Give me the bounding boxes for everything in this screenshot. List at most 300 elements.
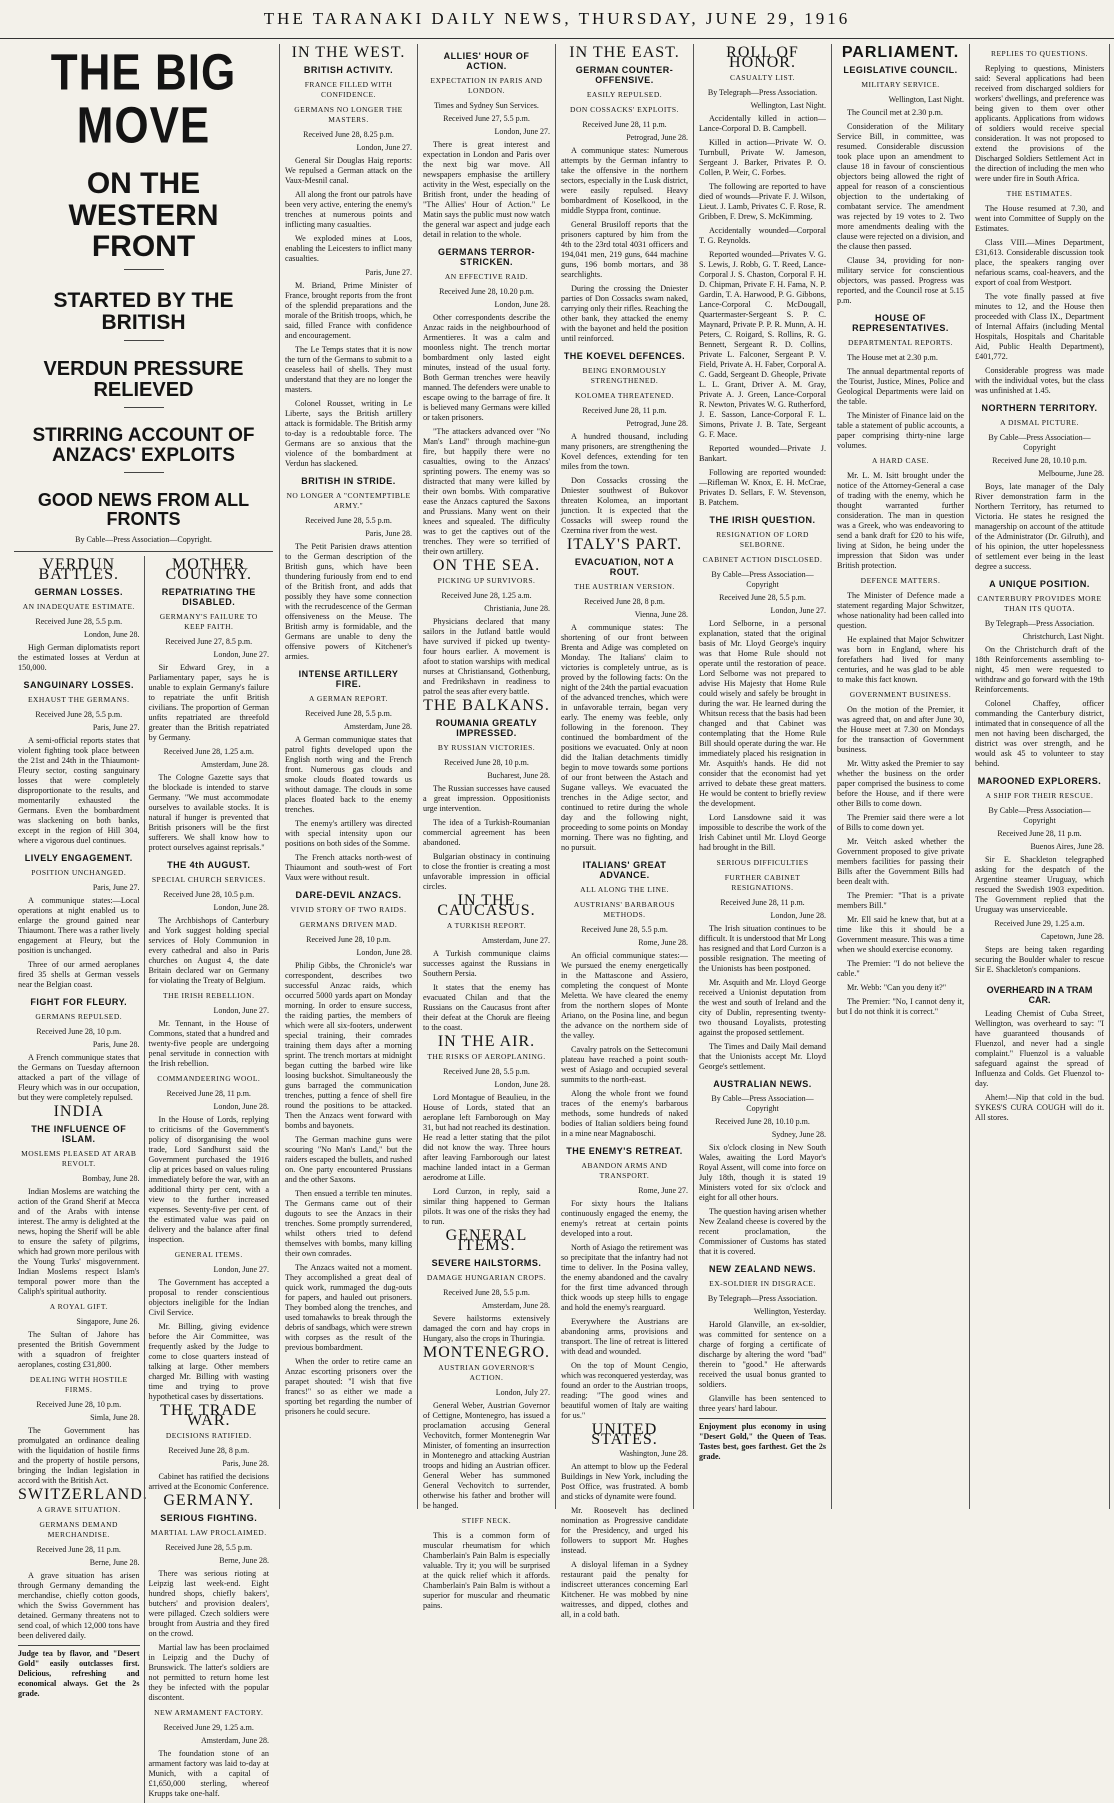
story-heading: GERMAN LOSSES. [34, 586, 123, 597]
paragraph: North of Asiago the retirement was so precipitate that the infantry had not time to deliver. In the Posina valley, the enemy abandoned and the cavalry for the first time advanced through thick woods up steep hills to engage and hold the enemy's rearguard. [561, 1243, 688, 1312]
paragraph: The Le Temps states that it is now the turn of the Germans to submit to a ceaseless hail of shells. They must understand that they are no longer the masters. [285, 345, 412, 394]
story-subheading: FURTHER CABINET RESIGNATIONS. [724, 873, 801, 892]
paragraph: Mr. Witty asked the Premier to say whether the business on the order paper comprised the business to come before the House, and if there were other Bills to come down. [837, 759, 964, 808]
paragraph: M. Briand, Prime Minister of France, brought reports from the front of the splendid preparations and the morale of the British troops, which, he said, filled France with confidence and encouragement. [285, 281, 412, 340]
dateline: Paris, June 28. [222, 1458, 269, 1468]
dateline: London, June 28. [494, 1080, 550, 1089]
story-heading: ALLIES' HOUR OF ACTION. [443, 51, 530, 71]
dateline: London, June 28. [213, 1101, 269, 1111]
paragraph: A semi-official reports states that violent fighting took place between the 21st and 24th in the Thiaumont-Fleury sector, costing sanguinary losses that were completely disproportionate to the results, and momentarily exhausted the Germans. Even the bombardment was slackening on both banks, except in the region of Hill 304, where a vigorous duel continues. [18, 735, 140, 845]
section-title: UNITED STATES. [591, 1421, 658, 1448]
story-subheading: DEPARTMENTAL REPORTS. [847, 338, 954, 347]
dateline: Bucharest, June 28. [487, 771, 550, 780]
paragraph: The Government has promulgated an ordinance dealing with the liquidation of hostile firms and the property of hostile persons, bringing the Indian legislation in accord with the British Act. [18, 1425, 140, 1485]
advertisement-heading: OVERHEARD IN A TRAM CAR. [986, 985, 1093, 1005]
story-heading: DARE-DEVIL ANZACS. [295, 890, 402, 900]
paragraph: On the motion of the Premier, it was agreed that, on and after June 30, the House meet at 7.30 on Mondays for the transaction of Government business. [837, 705, 964, 754]
story-subheading: THE IRISH REBELLION. [163, 990, 255, 1000]
paragraph: Indian Moslems are watching the action of the Grand Sherif at Mecca and of the Arabs with intense interest. The army is delighted at the news, hoping the Sherif will be able to ensure the safety of pilgrims, which had grown more perilous with the Young Turks' misgovernment. Indian Moslems respect Islam's temporal power more than the Caliph's spiritual authority. [18, 1186, 140, 1296]
story-subheading: GENERAL ITEMS. [174, 1249, 243, 1259]
dateline: Wellington, Last Night. [750, 101, 826, 110]
paragraph: Then ensued a terrible ten minutes. The Germans came out of their dugouts to see the Anzacs in their trenches. Some promptly surrendered, whilst others tried to defend themselves with bombs, many killing their own comrades. [285, 1189, 412, 1258]
story-subheading: THE RISKS OF AEROPLANING. [427, 1052, 546, 1061]
column-roll-of-honor [694, 44, 832, 1509]
story-subheading: GOVERNMENT BUSINESS. [849, 690, 952, 699]
dateline: Received June 28, 8 p.m. [168, 1445, 250, 1455]
dateline: By Cable—Press Association—Copyright [711, 1094, 814, 1113]
story-subheading: THE ESTIMATES. [1006, 189, 1073, 198]
paragraph: The Anzacs waited not a moment. They accomplished a great deal of quick work, rummaged the dug-outs for papers, and hauled out prisoners. They bombed along the trenches, and used tomahawks to break through the debris of sandbags, which were strewn with corpses as the result of the previous bombardment. [285, 1263, 412, 1352]
section-title: GENERAL ITEMS. [445, 1227, 528, 1254]
story-subheading: A GRAVE SITUATION. [36, 1504, 121, 1514]
story-subheading: DEALING WITH HOSTILE FIRMS. [29, 1374, 128, 1394]
story-subheading: DON COSSACKS' EXPLOITS. [570, 105, 679, 114]
story-subheading: BY RUSSIAN VICTORIES. [437, 743, 536, 752]
story-subheading: NO LONGER A "CONTEMPTIBLE ARMY." [286, 491, 411, 510]
section-title: GERMANY. [163, 1491, 255, 1509]
dateline: Amsterdam, June 28. [482, 1301, 550, 1310]
paragraph: A grave situation has arisen through Germany demanding the merchandise, chiefly cotton goods, which the Swiss Government has detained. Germany threatens not to send coal, of which 12,000 tons have been delivered daily. [18, 1570, 140, 1640]
paragraph: Accidentally killed in action—Lance-Corporal D. B. Campbell. [699, 114, 826, 133]
divider [124, 269, 164, 270]
paragraph: A German communique states that patrol fights developed upon the English north wing and the French front. Numerous gas clouds and smoke clouds floated towards us without damage. The clouds in some places floated back to the enemy trenches. [285, 735, 412, 814]
headline-started-british: STARTED BY THE BRITISH [53, 288, 234, 334]
dateline: By Telegraph—Press Association. [707, 88, 818, 97]
story-heading: REPATRIATING THE DISABLED. [161, 586, 256, 607]
paragraph: An official communique states:—We pursued the enemy energetically in the Mattascone and Assiero, completing the conquest of Monte Meletta. We have cleared the enemy from the northern slopes of Monte Ariano, on the Posina line, and begun the advance on the northern side of the valley. [561, 951, 688, 1040]
story-heading: SEVERE HAILSTORMS. [431, 1258, 542, 1268]
dateline: By Cable—Press Association—Copyright [988, 806, 1091, 825]
dateline: Wellington, Last Night. [888, 95, 964, 104]
paragraph: Consideration of the Military Service Bill, in committee, was resumed. Considerable discussion took place upon an amendment to clause 18 in favour of conscientious objectors being allowed the right of appeal for reason of a conscientious objection to the undertaking of combatant service. The amendment was rejected by 19 votes to 2. Two more amendments dealing with the clause were rejected on a division, and the clause then passed. [837, 122, 964, 251]
paragraph: Severe hailstorms extensively damaged the corn and hay crops in Hungary, also the crops in Thuringia. [423, 1314, 550, 1343]
divider [124, 472, 164, 473]
story-subheading: GERMANS DEMAND MERCHANDISE. [39, 1519, 118, 1539]
dateline: Received June 28, 10.10 p.m. [992, 456, 1087, 465]
dateline: Singapore, June 26. [76, 1316, 140, 1326]
column-allies-hour [418, 44, 556, 1610]
headline-anzacs-exploits: STIRRING ACCOUNT OF ANZACS' EXPLOITS [32, 424, 255, 466]
paragraph: Cabinet has ratified the decisions arrived at the Economic Conference. [148, 1471, 269, 1491]
paragraph: Mr. Tennant, in the House of Commons, stated that a hundred and twenty-five people are undergoing penal servitude in connection with the Irish rebellion. [148, 1018, 269, 1068]
paragraph: Lord Selborne, in a personal explanation, stated that the original basis of Mr. Lloyd George's inquiry was that Home Rule should not operate until the restoration of peace. Lord Selborne was not prepared to advise His Majesty that Home Rule could wisely and safely be brought in during the war. He learned during the Whitsun recess that the basis had been changed and that Cabinet was contemplating that the Home Rule Bill should operate during the war. He immediately placed his resignation in Mr. Asquith's hands. He did not consider that the economist had yet arrived to debate these great matters. He would be content to briefly review the development. [699, 619, 826, 808]
paragraph: The vote finally passed at five minutes to 12, and the House then proceeded with Class IX., Department of Internal Affairs (including Mental Hospitals, Hospitals and Charitable Aid, Public Health Department), £401,772. [975, 292, 1104, 361]
paragraph: Considerable progress was made with the individual votes, but the class was unfinished at 1.45. [975, 366, 1104, 395]
section-title: PARLIAMENT. [841, 44, 960, 61]
story-subheading: ABANDON ARMS AND TRANSPORT. [581, 1161, 668, 1180]
dateline: London, June 27. [213, 1264, 269, 1274]
paragraph: There was serious rioting at Leipzig last week-end. Eight hundred shops, chiefly bakers', butchers' and provision dealers', were pillaged. Czech soldiers were brought from Austria and they fired on the crowd. [148, 1568, 269, 1638]
section-title: INDIA [53, 1102, 104, 1120]
advertisement: Leading Chemist of Cuba Street, Wellington, was overheard to say: "I have guaranteed thousands of Fluenzol, and never had a single complaint." Fluenzol is a valuable safeguard against the spread of Influenza and Colds. Get Fluenzol to-day. [975, 1009, 1104, 1088]
paragraph: Everywhere the Austrians are abandoning arms, provisions and transport. The line of retreat is littered with dead and wounded. [561, 1317, 688, 1356]
story-heading: THE 4th AUGUST. [167, 859, 251, 870]
story-heading: LIVELY ENGAGEMENT. [24, 852, 133, 863]
story-heading: AUSTRALIAN NEWS. [713, 1079, 812, 1089]
dateline: London, June 27. [213, 1005, 269, 1015]
dateline: Received June 28, 8.25 p.m. [303, 130, 394, 139]
dateline: Christchurch, Last Night. [1022, 632, 1104, 641]
section-title: IN THE CAUCASUS. [437, 892, 536, 919]
dateline: Amsterdam, June 28. [201, 759, 269, 769]
paragraph: Mr. L. M. Isitt brought under the notice of the Attorney-General a case of trading with the enemy, which he thought warranted further consideration. The man in question was a Greek, who was endeavoring to send a bank draft for £20 to his wife, living at Sidon, he being under the impression that Sidon was under British protection. [837, 471, 964, 570]
story-heading: A UNIQUE POSITION. [989, 579, 1090, 589]
paragraph: Clause 34, providing for non-military service for conscientious objectors, was passed. Progress was reported, and the Council rose at 5.15 p.m. [837, 256, 964, 305]
paragraph: General Weber, Austrian Governor of Cettigne, Montenegro, has issued a proclamation accusing General Vechovitch, former Montenegrin War Minister, of fomenting an insurrection in Montenegro and attacking Austrian troops and hiding an Austrian officer. General Weber has summoned General Vechovitch to surrender, otherwise his father and brother will be hanged. [423, 1401, 550, 1510]
dateline: Sydney, June 28. [771, 1130, 826, 1139]
dateline: Received June 28, 11 p.m. [997, 829, 1082, 838]
dateline: Received June 28, 5.5 p.m. [35, 709, 123, 719]
dateline: Rome, June 27. [638, 1186, 688, 1195]
dateline: Bombay, June 28. [82, 1173, 140, 1183]
story-subheading: MARTIAL LAW PROCLAIMED. [150, 1527, 267, 1537]
story-heading: BRITISH ACTIVITY. [303, 65, 394, 75]
story-subheading: EXPECTATION IN PARIS AND LONDON. [430, 76, 543, 95]
paragraph: The following are reported to have died of wounds—Private F. J. Wilson, Lieut. J. Lamb, Privates C. F. Rose, R. Gribben, F. Drew, S. McKimming. [699, 182, 826, 221]
paragraph: The Cologne Gazette says that the blockade is intended to starve Germany. "We must accommodate ourselves to available stocks. It is natural if hunger is prevented that British prisoners will be the first sufferers. We shall know how to protect ourselves against reprisals." [148, 772, 269, 852]
paragraph: The Times and Daily Mail demand that the Unionists accept Mr. Lloyd George's settlement. [699, 1042, 826, 1071]
story-heading: SANGUINARY LOSSES. [23, 679, 135, 690]
story-subheading: ALL ALONG THE LINE. [580, 885, 669, 894]
dateline: Received June 28, 11 p.m. [582, 406, 667, 415]
paragraph: The Russian successes have caused a great impression. Oppositionists urge intervention. [423, 784, 550, 813]
paragraph: A communique states: The shortening of our front between Brenta and Adige was completed on Monday. The Italians' claim to victories is completely untrue, as is proved by the following facts: On the night of the 24th the partial evacuation of the advanced trenches, which were in unfavorable terrain, began very early. The enemy was feeble, only following in the forenoon. They continued the bombardment of the positions we evacuated. Only at noon did the Italian detachments timidly begin to move towards some portions of our front between the Astach and Sugane valleys. We evacuated the trenches in the Adige sector, and continued to retire during the whole day and the following night, proceeding to some points on Monday morning. There was no fighting, and no pursuit. [561, 623, 688, 852]
section-title: THE BALKANS. [423, 697, 550, 714]
story-subheading: MOSLEMS PLEASED AT ARAB REVOLT. [21, 1148, 137, 1168]
story-subheading: CASUALTY LIST. [729, 73, 796, 82]
dateline: Petrograd, June 28. [626, 419, 688, 428]
paragraph: Glanville has been sentenced to three years' hard labour. [699, 1394, 826, 1413]
story-heading: THE INFLUENCE OF ISLAM. [31, 1123, 127, 1144]
story-subheading: A SHIP FOR THEIR RESCUE. [985, 791, 1094, 800]
paragraph: The Government has accepted a proposal to render conscientious objectors ineligible for the Indian Civil Service. [148, 1277, 269, 1317]
story-subheading: DEFENCE MATTERS. [860, 576, 941, 585]
story-heading: THE KOEVEL DEFENCES. [563, 351, 686, 361]
paragraph: On the Christchurch draft of the 18th Reinforcements assembling to-night, 45 men were requested to withdraw and go forward with the 19th Reinforcements. [975, 645, 1104, 694]
dateline: London, June 27. [770, 606, 826, 615]
dateline: London, July 27. [495, 1388, 550, 1397]
dateline: By Telegraph—Press Association. [984, 619, 1095, 628]
dateline: London, June 28. [83, 629, 140, 639]
dateline: Received June 28, 5.5 p.m. [305, 516, 392, 525]
headline-big-move: THE BIG MOVE [50, 44, 237, 155]
paragraph: The House resumed at 7.30, and went into Committee of Supply on the Estimates. [975, 204, 1104, 233]
dateline: Received June 28, 10.10 p.m. [715, 1117, 810, 1126]
dateline: Berne, June 28. [89, 1557, 140, 1567]
paragraph: Lord Lansdowne said it was impossible to describe the work of the Irish Cabinet until Mr. Lloyd George had brought in the Bill. [699, 813, 826, 852]
story-subheading: FRANCE FILLED WITH CONFIDENCE. [304, 80, 393, 99]
masthead: THE TARANAKI DAILY NEWS, THURSDAY, JUNE 29, 1916 [0, 0, 1114, 39]
paragraph: The Premier: "No, I cannot deny it, but I do not think it is correct." [837, 997, 964, 1016]
paragraph: When the order to retire came an Anzac escorting prisoners over the parapet shouted: "I wish that five francs!" so as either we made a sporting bet regarding the number of prisoners he could secure. [285, 1357, 412, 1416]
story-subheading: SPECIAL CHURCH SERVICES. [151, 874, 266, 884]
story-subheading: A HARD CASE. [871, 456, 930, 465]
paragraph: Six o'clock closing in New South Wales, awaiting the Lord Mayor's Royal Assent, will come into force on July 18th, though it is stated 19 Ministers voted for six o'clock and eight for all other hours. [699, 1143, 826, 1202]
paragraph: Sir E. Shackleton telegraphed asking for the despatch of the Argentine steamer Uruguay, which rescued the Swedish 1903 expedition. The Government replied that the Uruguay was unserviceable. [975, 855, 1104, 914]
paragraph: On the top of Mount Cengio, which was reconquered yesterday, was found an order to the Austrian troops, reading: "The good wines and beautiful women of Italy are waiting for us." [561, 1361, 689, 1420]
advertisement: Judge tea by flavor, and "Desert Gold" easily outclasses first. Delicious, refreshing and economical always. Get the 2s grade. [18, 1645, 140, 1699]
dateline: Washington, June 28. [619, 1449, 688, 1458]
story-heading: GERMANS TERROR-STRICKEN. [438, 247, 535, 267]
dateline: Paris, June 27. [365, 268, 412, 277]
dateline: By Cable—Press Association—Copyright [988, 433, 1091, 452]
paragraph: Philip Gibbs, the Chronicle's war correspondent, describes two successful Anzac raids, which occurred 5000 yards apart on Monday morning. In order to ensure success, the raiding parties, the members of which were all six-footers, underwent special training, their comrades training them days after a morning sprint. The trench mortars at midnight began cutting the barbed wire like loosing buckshot. Simultaneously the guns barraged the communication trenches, putting a fence of shell fire round the positions to be attacked. Then the Anzacs went forward with bombs and bayonets. [285, 961, 412, 1130]
paragraph: A disloyal lifeman in a Sydney restaurant paid the penalty for indiscreet utterances concerning Earl Kitchener. He was mobbed by nine waitresses, and dipped, clothes and all, in a cold bath. [561, 1560, 688, 1619]
paragraph: Following are reported wounded:—Rifleman W. Knox, E. H. McCrae, Privates D. Sellars, F. W. Stevenson, B. Patchem. [699, 468, 826, 507]
byline: By Cable—Press Association—Copyright. [75, 534, 212, 544]
dateline: Received June 27, 8.5 p.m. [165, 636, 253, 646]
paragraph: For sixty hours the Italians continuously engaged the enemy, the enemy's retreat at certain points developed into a rout. [561, 1199, 688, 1238]
story-subheading: GERMANS DRIVEN MAD. [299, 920, 398, 929]
paragraph: Bulgarian obstinacy in continuing to close the frontier is creating a most unfavorable impression in official circles. [423, 852, 550, 891]
section-title: VERDUN BATTLES. [38, 555, 119, 583]
paragraph: Colonel Rousset, writing in Le Liberte, says the British artillery attack is formidable. The British army to-day is a redoubtable force. The Germans are so anxious that the violence of the bombardment at Verdun has slackened. [285, 399, 412, 468]
dateline: By Cable—Press Association—Copyright [711, 570, 814, 589]
story-subheading: EASILY REPULSED. [586, 90, 663, 99]
story-subheading: A TURKISH REPORT. [446, 921, 527, 930]
paragraph: Colonel Chaffey, officer commanding the Canterbury district, intimated that in consequence of all the men not having been discharged, the district was over strength, and he would ask 45 to volunteer to stay behind. [975, 699, 1104, 768]
story-subheading: DECISIONS RATIFIED. [165, 1430, 252, 1440]
dateline: Received June 29, 1.25 a.m. [163, 1722, 254, 1732]
paragraph: The enemy's artillery was directed with special intensity upon our positions on both sides of the Somme. [285, 819, 412, 848]
section-title: MONTENEGRO. [423, 1344, 550, 1361]
dateline: Received June 28, 5.5 p.m. [443, 1288, 530, 1297]
section-title: ROLL OF HONOR. [726, 44, 799, 71]
column-replies [970, 44, 1110, 1509]
story-subheading: VIVID STORY OF TWO RAIDS. [290, 905, 407, 914]
dateline: Received June 28, 8 p.m. [584, 597, 665, 606]
paragraph: All along the front our patrols have been very active, entering the enemy's trenches at numerous points and inflicting many casualties. [285, 190, 412, 229]
dateline: Received June 29, 1.25 a.m. [994, 919, 1085, 928]
story-subheading: BEING ENORMOUSLY STRENGTHENED. [582, 366, 667, 385]
paragraph: The Premier: "That is a private members Bill." [837, 891, 964, 910]
section-title: IN THE AIR. [437, 1033, 536, 1050]
story-heading: INTENSE ARTILLERY FIRE. [298, 669, 399, 689]
dateline: Christiania, June 28. [484, 604, 550, 613]
advertisement: Enjoyment plus economy in using "Desert Gold," the Queen of Teas. Tastes best, goes farthest. Get the 2s grade. [699, 1418, 826, 1462]
dateline: By Telegraph—Press Association. [707, 1294, 818, 1303]
dateline: Received June 28, 10 p.m. [444, 758, 529, 767]
story-subheading: REPLIES TO QUESTIONS. [990, 49, 1089, 58]
paragraph: A hundred thousand, including many prisoners, are strengthening the Kovel defences, extending for ten miles from the town. [561, 432, 688, 471]
story-heading: ROUMANIA GREATLY IMPRESSED. [435, 718, 538, 738]
headline-good-news: GOOD NEWS FROM ALL FRONTS [37, 489, 250, 529]
section-title: IN THE EAST. [569, 44, 680, 61]
dateline: Capetown, June 28. [1040, 932, 1104, 941]
dateline: Paris, June 27. [92, 722, 140, 732]
story-heading: FIGHT FOR FLEURY. [30, 996, 128, 1007]
section-title: SWITZERLAND. [18, 1485, 148, 1503]
paragraph: The Archbishops of Canterbury and York suggest holding special services of Holy Communion in every cathedral and also in Paris churches on August 4, the date Britain declared war on Germany for violating the Treaty of Belgium. [148, 915, 269, 985]
story-subheading: CABINET ACTION DISCLOSED. [702, 555, 823, 564]
story-subheading: AN EFFECTIVE RAID. [444, 272, 529, 281]
story-subheading: GERMANS REPULSED. [35, 1011, 123, 1021]
subcolumn-mother-country [144, 556, 274, 1803]
paragraph: He explained that Major Schwitzer was born in England, where his forefathers had lived for many centuries, and he was glad to be able to make this fact known. [837, 635, 964, 684]
section-title: THE TRADE WAR. [160, 1401, 258, 1429]
paragraph: Mr. Asquith and Mr. Lloyd George received a Unionist deputation from the west and south of Ireland and the city of Dublin, representing twenty-two thousand Loyalists, protesting against the proposed settlement. [699, 978, 826, 1037]
paragraph: It states that the enemy has evacuated Chilan and that the Russians on the Caucasus front after their defeat at the Choruk are fleeing to the coast. [423, 983, 550, 1032]
paragraph: Steps are being taken regarding securing the Boulder whaler to rescue Sir E. Shackleton's companions. [975, 945, 1104, 974]
story-subheading: GERMANS NO LONGER THE MASTERS. [294, 105, 403, 124]
paragraph: The question having arisen whether New Zealand cheese is covered by the recent proclamation, the Commissioner of Customs has stated that it is covered. [699, 1207, 826, 1256]
dateline: Received June 28, 5.5 p.m. [165, 1542, 253, 1552]
dateline: Melbourne, June 28. [1038, 469, 1104, 478]
dateline: Berne, June 28. [219, 1555, 269, 1565]
story-subheading: STIFF NECK. [461, 1516, 512, 1525]
story-heading: THE ENEMY'S RETREAT. [566, 1146, 683, 1156]
dateline: Received June 28, 11 p.m. [36, 1544, 121, 1554]
story-heading: NEW ZEALAND NEWS. [709, 1264, 816, 1274]
story-heading: SERIOUS FIGHTING. [160, 1512, 258, 1523]
column-in-the-west [280, 44, 418, 1509]
subcolumn-verdun [14, 555, 148, 1803]
story-subheading: COMMANDEERING WOOL. [157, 1073, 261, 1083]
story-subheading: MILITARY SERVICE. [861, 80, 940, 89]
dateline: Paris, June 28. [92, 1039, 140, 1049]
paragraph: The Sultan of Jahore has presented the British Government with a squadron of freighter aeroplanes, costing £31,800. [18, 1329, 140, 1369]
dateline: Received June 28, 1.25 a.m. [441, 591, 532, 600]
dateline: Received June 28, 11 p.m. [166, 1088, 251, 1098]
paragraph: The Petit Parisien draws attention to the German description of the British guns, which have been thundering furiously from end to end of the British front, and adds that possibly they have some connection with the recrudescence of the German offensiveness on the Meuse. The British army is formidable, and the Germans are unable to deny the offensive powers of Kitchener's armies. [285, 542, 412, 661]
story-subheading: EXHAUST THE GERMANS. [27, 694, 130, 704]
story-heading: GERMAN COUNTER-OFFENSIVE. [575, 65, 674, 85]
dateline: Received June 28, 10.20 p.m. [439, 287, 534, 296]
dateline: Received June 28, 10 p.m. [36, 1026, 122, 1036]
dateline: Received June 28, 11 p.m. [582, 120, 667, 129]
story-subheading: GERMANY'S FAILURE TO KEEP FAITH. [159, 611, 258, 631]
section-title: ITALY'S PART. [566, 536, 683, 553]
story-subheading: A ROYAL GIFT. [49, 1301, 108, 1311]
dateline: Amsterdam, June 27. [482, 936, 550, 945]
paragraph: Mr. Billing, giving evidence before the Air Committee, was frequently asked by the Judge to come to close quarters instead of talking at large. Other members charged Mr. Billing with wasting time and trying to prove hypothetical cases by dissertations. [148, 1321, 269, 1401]
paragraph: During the crossing the Dniester parties of Don Cossacks swam naked, carrying only their rifles. Reaching the other bank, they attacked the enemy with the bayonet and held the position until reinforced. [561, 284, 688, 343]
advertisement: Ahem!—Nip that cold in the bud. SYKES'S CURA COUGH will do it. All stores. [975, 1093, 1104, 1122]
story-subheading: NEW ARMAMENT FACTORY. [154, 1707, 264, 1717]
column-in-the-east [556, 44, 694, 1619]
dateline: Received June 28, 5.5 p.m. [719, 593, 806, 602]
paragraph: The annual departmental reports of the Tourist, Justice, Mines, Police and Geological Departments were laid on the table. [837, 367, 964, 406]
story-subheading: KOLOMEA THREATENED. [575, 391, 674, 400]
paragraph: "The attackers advanced over "No Man's Land" through machine-gun fire, but happily there were no casualties, owing to the Anzacs' sprinting powers. The enemy was so distracted that many were killed by their own bombs. With comparative ease the Anzacs captured the Saxons and Prussians. Many went on their knees and squealed. The difficulty was to get the captives out of the trenches. They were so terrified of their own artillery. [423, 427, 550, 556]
dateline: London, June 28. [356, 948, 412, 957]
paragraph: The Irish situation continues to be difficult. It is understood that Mr Long has resigned and that Lord Curzon is a possible resignation. The meeting of the Unionists has been postponed. [699, 924, 826, 973]
divider [124, 340, 164, 341]
story-subheading: DAMAGE HUNGARIAN CROPS. [426, 1273, 547, 1282]
dateline: London, June 27. [356, 143, 412, 152]
paragraph: Reported wounded—Privates V. G. S. Lewis, J. Robb, G. T. Reed, Lance-Corporal J. S. Chaston, Corporal F. H. D. Chipman, Private F. H. Fama, N. P. Gardin, T. A. Harwood, P. G. Gibbons, Lance-Corporal C. McDougall, Quartermaster-Sergeant S. P. C. Maynard, Private P. P. R. Munn, A. H. Peters, C. Roigard, S. Rollins, R. G. Bennett, Sergeant R. D. Collins, Private L. Falconer, Sergeant P. V. Field, Private A. H. Faber, Corporal A. C. Gadd, Sergeant D. Gheople, Private L. L. Grant, Driver A. M. Gray, Private A. J. Green, Lance-Corporal R. Newton, Privates W. G. Rutherford, J. E. Sasson, Lance-Corporal F. L. Simons, Private J. B. Tate, Sergeant G. F. Mace. [699, 250, 826, 439]
dateline: London, June 28. [770, 911, 826, 920]
paragraph: Mr. Webb: "Can you deny it?" [847, 983, 947, 992]
paragraph: The Council met at 2.30 p.m. [847, 108, 943, 117]
paragraph: The idea of a Turkish-Roumanian commercial agreement has been abandoned. [423, 818, 550, 847]
paragraph: Martial law has been proclaimed in Leipzig and the Duchy of Brunswick. The latter's soldiers are not permitted to return home lest they be infected with the popular discontent. [148, 1642, 269, 1702]
dateline: Received June 28, 10.5 p.m. [163, 889, 255, 899]
paragraph: The German machine guns were scouring "No Man's Land," but the raiders escaped the bullets, and rushed on. One party encountered Prussians and the other Saxons. [285, 1135, 412, 1184]
dateline: Rome, June 28. [638, 938, 688, 947]
paragraph: A French communique states that the Germans on Tuesday afternoon attacked a part of the village of Fleury which was in our occupation, but they were completely repulsed. [18, 1052, 140, 1102]
dateline: Buenos Aires, June 28. [1030, 842, 1104, 851]
paragraph: General Brusiloff reports that the prisoners captured by him from the 4th to the 23rd total 4031 officers and 194,041 men, 219 guns, 644 machine guns, 196 bomb mortars, and 38 searchlights. [561, 220, 688, 279]
dateline: London, June 28. [213, 902, 269, 912]
paragraph: An attempt to blow up the Federal Buildings in New York, including the Post Office, was frustrated. A bomb and sticks of dynamite were found. [561, 1462, 688, 1501]
paragraph: Three of our armed aeroplanes fired 35 shells at German vessels near the Belgian coast. [18, 959, 140, 989]
paragraph: There is great interest and expectation in London and Paris over the next big war move. All newspapers emphasise the artillery activity in the West, especially on the British front, under the heading of "The Allies' Hour of Action." Le Matin says the public must now watch the general war aspect and judge each detail in relation to the whole. [423, 140, 550, 239]
paragraph: Along the whole front we found traces of the enemy's barbarous methods, some hundreds of naked bodies of Italian soldiers being found in a mine near Magnaboschi. [561, 1089, 688, 1138]
story-subheading: POSITION UNCHANGED. [31, 867, 127, 877]
paragraph: The Premier said there were a lot of Bills to come down yet. [837, 813, 964, 832]
dateline: Amsterdam, June 28. [344, 722, 412, 731]
paragraph: General Sir Douglas Haig reports: We repulsed a German attack on the Vaux-Mesnil canal. [285, 156, 412, 185]
dateline: London, June 27. [494, 127, 550, 136]
dateline: Received June 28, 10 p.m. [306, 935, 391, 944]
paragraph: We exploded mines at Loos, enabling the Leicesters to inflict many casualties. [285, 234, 412, 263]
column-parliament [832, 44, 970, 1509]
paragraph: Accidentally wounded—Corporal T. G. Reynolds. [699, 226, 826, 245]
dateline: Times and Sydney Sun Services. [434, 101, 539, 110]
paragraph: Sir Edward Grey, in a Parliamentary paper, says he is unable to explain Germany's failure to repatriate the unfit British civilians. The proportion of German unfits repatriated are threefold greater than the British repatriated by Germany. [148, 662, 269, 742]
story-subheading: AN INADEQUATE ESTIMATE. [22, 601, 135, 611]
paragraph: Boys, late manager of the Daly River demonstration farm in the Northern Territory, has returned to Victoria. He states he resigned the managership on account of the attitude of the Administrator (Dr. Gilruth), and of his opinion, the utter hopelessness of settlement ever being in the least degree a success. [975, 482, 1104, 571]
story-subheading: EX-SOLDIER IN DISGRACE. [709, 1279, 816, 1288]
paragraph: The Minister of Defence made a statement regarding Major Schwitzer, whose nationality had been called into question. [837, 591, 964, 630]
section-title: ON THE SEA. [432, 557, 541, 574]
dateline: London, June 27. [213, 649, 269, 659]
dateline: Wellington, Yesterday. [753, 1307, 826, 1316]
paragraph: A Turkish communique claims successes against the Russians in Southern Persia. [423, 949, 550, 978]
paragraph: Mr. Roosevelt has declined nomination as Progressive candidate for the Presidency, and urged his followers to support Mr. Hughes instead. [561, 1506, 688, 1555]
story-subheading: A GERMAN REPORT. [309, 694, 388, 703]
paragraph: Killed in action—Private W. O. Turnbull, Private W. Jameson, Sergeant J. Barker, Privates P. O. Collen, P. Weir, C. Forbes. [699, 138, 826, 177]
story-subheading: CANTERBURY PROVIDES MORE THAN ITS QUOTA. [977, 594, 1102, 613]
lead-column [14, 44, 280, 1798]
section-title: IN THE WEST. [291, 44, 406, 61]
paragraph: Replying to questions, Ministers said: Several applications had been received from discharged soldiers for workers' dwellings, and preference was being given to them over other applicants. Applications from widows of soldiers would receive special consideration. It was not proposed to extend the provisions of the Discharged Soldiers Settlement Act in the direction of including the men who were under fire in South Africa. [975, 64, 1105, 183]
paragraph: Don Cossacks crossing the Dniester southwest of Bukovor threaten Kolomea, an important junction. It is expected that the Cossacks will sweep round the Czernina river from the west. [561, 476, 688, 535]
story-subheading: A DISMAL PICTURE. [1000, 418, 1079, 427]
dateline: Received June 27, 5.5 p.m. [443, 114, 530, 123]
lead-subcolumns [14, 551, 273, 1803]
story-subheading: SERIOUS DIFFICULTIES [716, 858, 809, 867]
section-title: MOTHER COUNTRY. [165, 555, 252, 583]
story-heading: THE IRISH QUESTION. [709, 515, 816, 525]
dateline: Received June 28, 5.5 p.m. [581, 925, 668, 934]
paragraph: Other correspondents describe the Anzac raids in the neighbourhood of Armentieres. It was a calm and moonless night. The trench mortar bombardment only lasted eight minutes, instead of the usual forty. Both German trenches were heavily manned. The defenders were unable to escape owing to the barrage of fire. It is believed many Germans were killed or taken prisoners. [423, 313, 550, 422]
paragraph: Reported wounded—Private J. Bankart. [699, 444, 826, 463]
dateline: Vienna, June 28. [634, 610, 688, 619]
dateline: Petrograd, June 28. [626, 133, 688, 142]
paragraph: Mr. Ell said he knew that, but at a time like this it should be a Government measure. This was a time when we should exercise economy. [837, 915, 964, 954]
story-heading: HOUSE OF REPRESENTATIVES. [852, 313, 949, 333]
dateline: Received June 28, 1.25 a.m. [163, 746, 254, 756]
paragraph: Cavalry patrols on the Settecomuni plateau have reached a point south-west of Asiago and occupied several summits to the north-east. [561, 1045, 688, 1084]
story-subheading: PICKING UP SURVIVORS. [437, 576, 536, 585]
paragraph: Class VIII.—Mines Department, £31,613. Considerable discussion took place, the speakers ranging over nefarious scams, coal-heavers, and the export of coal from Westport. [975, 238, 1104, 287]
paragraph: Lord Curzon, in reply, said a similar thing happened to German pilots. It was one of the risks they had to run. [423, 1187, 550, 1226]
story-heading: LEGISLATIVE COUNCIL. [843, 65, 958, 75]
headline-western-front: ON THE WESTERN FRONT [68, 167, 219, 264]
paragraph: A communique states: Numerous attempts by the German infantry to take the offensive in the northern sectors, especially in the Lusk district, were easily repulsed. Heavy bombardment of Koselkood, in the middle Styppa front, continue. [561, 146, 688, 215]
dateline: Simla, June 28. [90, 1412, 140, 1422]
paragraph: A communique states:—Local operations at night enabled us to enlarge the ground gained near Thiaumont. There was a rather lively engagement at Fleury, but the position is unchanged. [18, 895, 140, 955]
paragraph: The Premier: "I do not believe the cable." [837, 959, 964, 978]
story-subheading: THE AUSTRIAN VERSION. [574, 582, 675, 591]
paragraph: This is a common form of muscular rheumatism for which Chamberlain's Pain Balm is especially valuable. Try it; you will be surprised at the quick relief which it affords. Chamberlain's Pain Balm is without a superior for muscular and rheumatic pains. [423, 1531, 550, 1610]
dateline: Received June 28, 5.5 p.m. [35, 616, 123, 626]
story-subheading: RESIGNATION OF LORD SELBORNE. [716, 530, 809, 549]
story-heading: BRITISH IN STRIDE. [301, 476, 396, 486]
dateline: Paris, June 27. [92, 882, 140, 892]
